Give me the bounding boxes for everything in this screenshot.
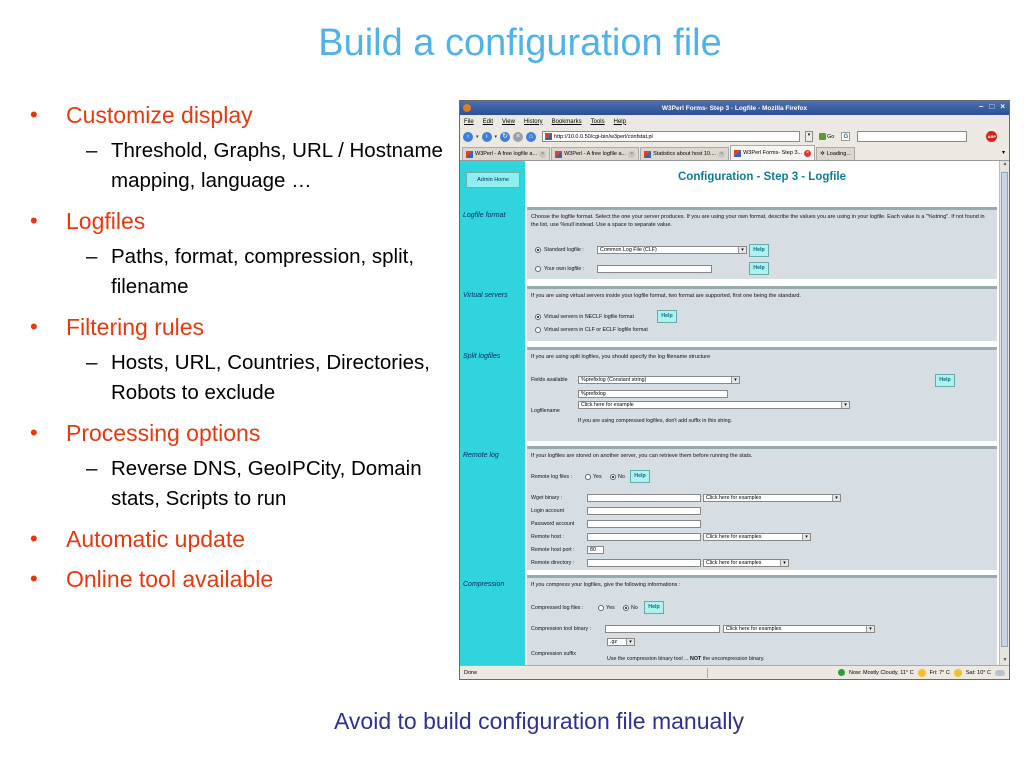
sub-bullet-item: – Reverse DNS, GeoIPCity, Domain stats, Scripts to run	[86, 457, 422, 510]
menu-history[interactable]: History	[523, 118, 543, 125]
bullet-item: • Automatic update	[28, 524, 448, 554]
tab-list-controls	[1002, 149, 1005, 156]
browser-tab[interactable]	[640, 147, 729, 160]
remote-dir-input[interactable]	[587, 559, 701, 567]
browser-tab[interactable]	[551, 147, 639, 160]
menu-bookmarks[interactable]: Bookmarks	[551, 118, 582, 125]
scrollbar-thumb[interactable]	[1001, 172, 1008, 647]
compression-tool-label: Compression tool binary :	[531, 626, 592, 632]
minimize-icon[interactable]: –	[979, 102, 984, 111]
status-bar	[460, 665, 1009, 679]
page-title: Configuration - Step 3 - Logfile	[677, 171, 846, 183]
remote-dir-label: Remote directory :	[531, 560, 575, 566]
example-select[interactable]: Click here for example ▾	[578, 401, 850, 409]
own-logfile-label: Your own logfile :	[544, 266, 585, 272]
help-button[interactable]: Help	[644, 601, 664, 614]
section-description: If you are using split logfiles, you should specify the log filename structure	[531, 354, 711, 360]
cloud-icon	[995, 670, 1005, 676]
vertical-scrollbar[interactable]	[999, 161, 1009, 666]
bullet-item: • Online tool available	[28, 564, 448, 594]
remote-yes-radio[interactable]	[585, 474, 591, 480]
compressed-yes-label: Yes	[606, 605, 615, 611]
tab-label: Statistics about host 10....	[653, 151, 717, 157]
browser-window	[459, 100, 1010, 680]
wget-label: Wget binary :	[531, 495, 563, 501]
menu-bar	[460, 115, 1009, 128]
standard-logfile-select[interactable]: Common Log File (CLF) ▾	[597, 246, 747, 254]
reload-icon[interactable]: ↻	[500, 132, 510, 142]
wget-examples-select[interactable]: Click here for examples ▾	[703, 494, 841, 502]
own-logfile-radio[interactable]	[535, 266, 541, 272]
own-logfile-input[interactable]	[597, 265, 712, 273]
go-label: Go	[827, 133, 835, 140]
tab-favicon-icon	[644, 151, 651, 158]
tab-list-icon[interactable]: ▾	[1001, 150, 1005, 156]
neclf-label: Virtual servers in NECLF logfile format	[544, 314, 634, 320]
window-controls	[979, 102, 1005, 111]
status-indicator-icon	[838, 669, 845, 676]
standard-logfile-label: Standard logfile :	[544, 247, 584, 253]
back-icon[interactable]: ‹	[463, 132, 473, 142]
home-icon[interactable]: ⌂	[526, 132, 536, 142]
bullet-item: • Logfiles	[28, 206, 448, 236]
help-button[interactable]: Help	[657, 310, 677, 323]
clf-eclf-radio[interactable]	[535, 327, 541, 333]
compression-panel	[527, 575, 997, 666]
split-note: If you are using compressed logfiles, don't add suffix in this string.	[578, 418, 733, 424]
window-title: W3Perl Forms- Step 3 - Logfile - Mozilla Firefox	[661, 104, 808, 112]
virtual-servers-panel	[527, 286, 997, 341]
section-label-logfile-format: Logfile format	[463, 212, 506, 219]
login-label: Login account	[531, 508, 564, 514]
browser-tab-active[interactable]	[730, 145, 815, 160]
weather-widget[interactable]	[838, 669, 1009, 677]
neclf-radio[interactable]	[535, 314, 541, 320]
fields-select[interactable]: %prefixlog (Constant string) ▾	[578, 376, 740, 384]
menu-help[interactable]: Help	[613, 118, 626, 125]
tab-label: Loading...	[826, 151, 851, 157]
menu-edit[interactable]: Edit	[482, 118, 494, 125]
clf-eclf-label: Virtual servers in CLF or ECLF logfile format	[544, 327, 648, 333]
tab-close-icon[interactable]: ×	[718, 151, 725, 158]
compressed-files-label: Compressed log files :	[531, 605, 584, 611]
tab-close-icon[interactable]: ×	[628, 151, 635, 158]
search-input[interactable]	[857, 131, 967, 142]
compression-suffix-label: Compression suffix	[531, 651, 576, 657]
sub-bullet-text: Threshold, Graphs, URL / Hostname mapping, language …	[111, 139, 443, 192]
compressed-yes-radio[interactable]	[598, 605, 604, 611]
compression-tool-input[interactable]	[605, 625, 720, 633]
compressed-no-radio[interactable]	[623, 605, 629, 611]
tab-label: W3Perl Forms- Step 3...	[743, 150, 803, 156]
remote-yes-label: Yes	[593, 474, 602, 480]
firefox-icon	[463, 104, 471, 112]
remote-log-panel	[527, 446, 997, 570]
bullet-item: • Customize display	[28, 100, 448, 130]
dir-examples-select[interactable]: Click here for examples ▾	[703, 559, 789, 567]
search-engine-icon[interactable]: G	[841, 132, 850, 141]
remote-port-input[interactable]: 80	[587, 546, 604, 554]
password-input[interactable]	[587, 520, 701, 528]
go-button[interactable]	[819, 133, 834, 140]
status-text: Done	[464, 669, 478, 676]
standard-logfile-radio[interactable]	[535, 247, 541, 253]
tab-label: W3Perl - A free logfile a...	[475, 151, 538, 157]
slide-title: Build a configuration file	[318, 22, 722, 64]
bullet-item: • Filtering rules	[28, 312, 448, 342]
help-button[interactable]: Help	[749, 262, 769, 275]
stop-icon[interactable]: ×	[513, 132, 523, 142]
status-divider	[707, 668, 708, 678]
compression-examples-select[interactable]: Click here for examples ▾	[723, 625, 875, 633]
section-description: If your logfiles are stored on another server, you can retrieve them before running the stats.	[531, 453, 753, 459]
sub-bullet-item: – Threshold, Graphs, URL / Hostname mapping, language …	[86, 139, 443, 192]
chevron-down-icon[interactable]: ▾	[494, 133, 498, 140]
section-label-remote-log: Remote log	[463, 452, 499, 459]
section-label-split-logfiles: Split logfiles	[463, 353, 501, 360]
site-favicon-icon	[545, 133, 552, 140]
section-label-virtual-servers: Virtual servers	[463, 292, 508, 299]
page-content	[460, 161, 1000, 666]
url-bar[interactable]	[542, 131, 800, 142]
remote-no-radio[interactable]	[610, 474, 616, 480]
note-part: Use the compression binary tool ...	[607, 656, 689, 662]
login-input[interactable]	[587, 507, 701, 515]
browser-tab[interactable]	[816, 147, 855, 160]
section-description: If you are using virtual servers inside your logfile format, two format are supported, first one being the standard.	[531, 293, 801, 299]
sub-bullet-text: Paths, format, compression, split, filename	[111, 245, 415, 298]
note-part: the uncompression binary.	[702, 656, 765, 662]
navigation-toolbar	[460, 128, 1009, 145]
menu-tools[interactable]: Tools	[590, 118, 605, 125]
forward-icon[interactable]: ›	[482, 132, 492, 142]
logfilename-input[interactable]: %prefixlog	[578, 390, 728, 398]
tab-favicon-icon	[466, 151, 473, 158]
sub-bullet-text: Hosts, URL, Countries, Directories, Robots to exclude	[111, 351, 430, 404]
sidebar-column	[460, 161, 525, 666]
go-arrow-icon	[819, 133, 826, 140]
adblock-icon[interactable]: ABP	[986, 131, 997, 142]
scroll-down-icon[interactable]: ▼	[1002, 657, 1008, 663]
section-description: Choose the logfile format. Select the one your server produces. If you are using your own format, describe the values you are using in your logfile. Each value is a "%string". If not found in the list, use %null instead. Use a space to separate value.	[531, 214, 985, 228]
remote-port-label: Remote host port :	[531, 547, 575, 553]
tab-close-icon[interactable]: ×	[539, 151, 546, 158]
help-button[interactable]: Help	[630, 470, 650, 483]
scroll-up-icon[interactable]: ▲	[1002, 161, 1008, 167]
fields-label: Fields available	[531, 377, 568, 383]
window-titlebar[interactable]	[460, 101, 1009, 115]
remote-files-label: Remote log files :	[531, 474, 572, 480]
tab-favicon-icon	[734, 150, 741, 157]
bullet-item: • Processing options	[28, 418, 448, 448]
tab-bar	[460, 145, 1009, 161]
tab-label: W3Perl - A free logfile a...	[564, 151, 627, 157]
remote-host-label: Remote host :	[531, 534, 564, 540]
menu-file[interactable]: File	[464, 118, 474, 125]
compressed-no-label: No	[631, 605, 638, 611]
section-description: If you compress your logfiles, give the following informations :	[531, 582, 681, 588]
host-examples-select[interactable]: Click here for examples ▾	[703, 533, 811, 541]
partly-cloudy-icon	[918, 669, 926, 677]
sub-bullet-item: – Hosts, URL, Countries, Directories, Robots to exclude	[86, 351, 430, 404]
menu-view[interactable]: View	[502, 118, 515, 125]
logfile-format-panel	[527, 207, 997, 279]
password-label: Password account	[531, 521, 575, 527]
sub-bullet-item: – Paths, format, compression, split, filename	[86, 245, 415, 298]
note-emphasis: NOT	[690, 656, 702, 662]
wget-input[interactable]	[587, 494, 701, 502]
weather-now: Now: Mostly Cloudy, 11° C	[848, 669, 914, 676]
browser-tab[interactable]	[462, 147, 550, 160]
loading-icon: ✲	[820, 151, 825, 157]
split-logfiles-panel	[527, 347, 997, 441]
url-text: http://10.0.0.50/cgi-bin/w3perl/confstat.pl	[554, 133, 653, 140]
logfilename-label: Logfilename	[531, 408, 560, 414]
remote-no-label: No	[618, 474, 625, 480]
url-dropdown-icon[interactable]: ▾	[805, 131, 813, 142]
sub-bullet-text: Reverse DNS, GeoIPCity, Domain stats, Scripts to run	[111, 457, 422, 510]
slide-footer: Avoid to build configuration file manually	[334, 708, 744, 734]
bullet-list	[28, 100, 448, 604]
weather-fri: Fri: 7° C	[929, 669, 950, 676]
sunny-icon	[954, 669, 962, 677]
chevron-down-icon[interactable]: ▾	[476, 133, 479, 140]
help-button[interactable]: Help	[749, 244, 769, 257]
compression-suffix-select[interactable]: .gz ▾	[607, 638, 635, 646]
maximize-icon[interactable]: □	[989, 102, 995, 111]
tab-close-icon[interactable]: ×	[804, 150, 811, 157]
weather-sat: Sat: 10° C	[965, 669, 991, 676]
section-label-compression: Compression	[463, 581, 505, 588]
compression-note	[607, 656, 764, 662]
close-icon[interactable]: ×	[1000, 102, 1005, 111]
remote-host-input[interactable]	[587, 533, 701, 541]
admin-home-button[interactable]: Admin Home	[466, 172, 520, 188]
help-button[interactable]: Help	[935, 374, 955, 387]
tab-favicon-icon	[555, 151, 562, 158]
